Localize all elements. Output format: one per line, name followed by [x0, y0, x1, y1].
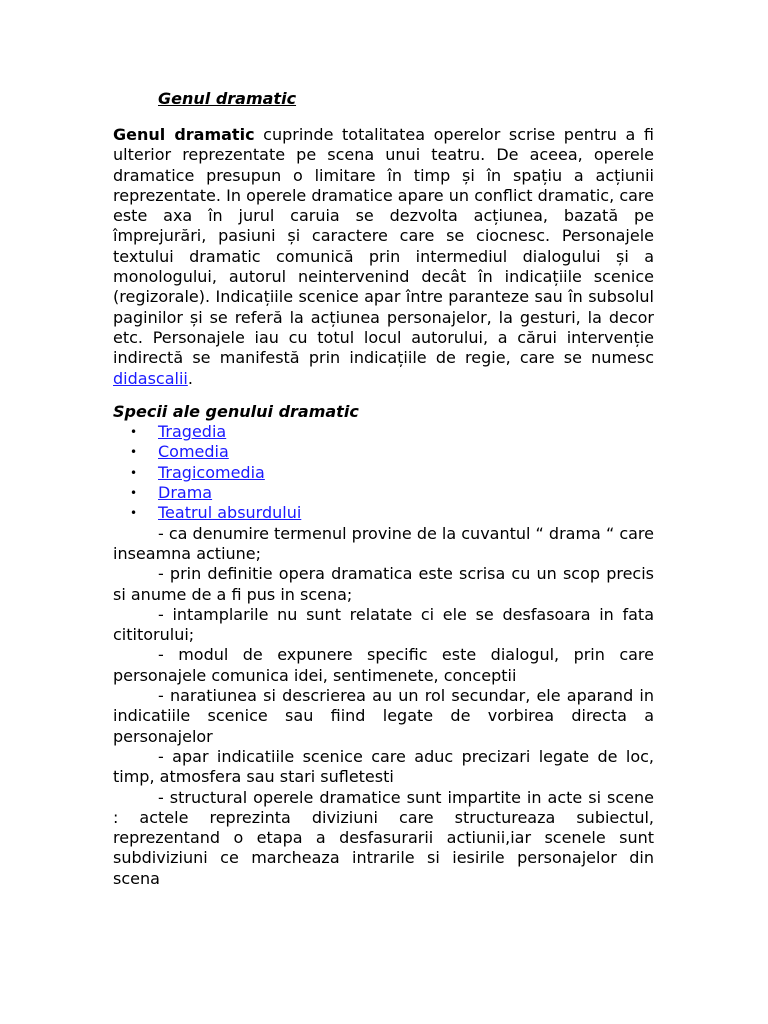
intro-end: . [187, 368, 193, 388]
species-heading: Specii ale genului dramatic [113, 401, 359, 421]
didascalii-link[interactable]: didascalii [113, 368, 188, 388]
species-link-tragicomedia[interactable]: Tragicomedia [158, 462, 265, 482]
list-item [113, 463, 654, 483]
list-item [113, 483, 654, 503]
note-paragraph: - apar indicatiile scenice care aduc precizari legate de loc, timp, atmosfera sau stari sufletesti [113, 746, 654, 787]
species-link-tragedia[interactable]: Tragedia [158, 422, 227, 442]
species-link-drama[interactable]: Drama [158, 483, 213, 503]
note-paragraph: - prin definitie opera dramatica este scrisa cu un scop precis si anume de a fi pus in scena; [113, 564, 654, 604]
species-link-comedia[interactable]: Comedia [158, 442, 229, 462]
note-paragraph: - naratiunea si descrierea au un rol secundar, ele aparand in indicatiile scenice sau fiind legate de vorbirea directa a personajelor [113, 686, 654, 746]
bullet-icon: • [130, 465, 138, 480]
list-item [113, 503, 654, 523]
note-paragraph: - modul de expunere specific este dialogul, prin care personajele comunica idei, sentimenete, conceptii [113, 645, 654, 685]
characteristics-notes [113, 524, 654, 889]
list-item [113, 442, 654, 462]
bullet-icon: • [130, 486, 138, 501]
bullet-icon: • [130, 445, 138, 460]
bullet-icon: • [130, 506, 138, 521]
document-title: Genul dramatic [158, 89, 297, 108]
list-item [113, 422, 654, 442]
intro-paragraph [113, 125, 654, 389]
note-paragraph: - structural operele dramatice sunt impartite in acte si scene : actele reprezinta diviziuni care structureaza subiectul, reprezentand o etapa a desfasurarii actiunii,iar scenele sunt subdiviziuni ce marcheaza intrarile si iesirile personajelor din scena [113, 787, 654, 888]
intro-body: cuprinde totalitatea operelor scrise pentru a fi ulterior reprezentate pe scena unui teatru. De aceea, operele dramatice presupun o limitare în timp și în spațiu a acțiunii reprezentate. In operele dramatice apare un conflict dramatic, care este axa în jurul caruia se dezvolta acțiunea, bazată pe împrejurări, pasiuni și caractere care se ciocnesc. Personajele textului dramatic comunică prin intermediul dialogului și a monologului, autorul neintervenind decât în indicațiile scenice (regizorale). Indicațiile scenice apar între paranteze sau în subsolul paginilor și se referă la acțiunea personajelor, la gesturi, la decor etc. Personajele iau cu totul locul autorului, a cărui intervenție indirectă se manifestă prin indicațiile de regie, care se numesc [113, 125, 655, 368]
species-link-teatrul-absurdului[interactable]: Teatrul absurdului [158, 503, 302, 523]
intro-lead: Genul dramatic [113, 125, 255, 144]
document-page [113, 86, 654, 889]
species-list [113, 422, 654, 523]
note-paragraph: - intamplarile nu sunt relatate ci ele se desfasoara in fata cititorului; [113, 604, 654, 645]
bullet-icon: • [130, 425, 138, 440]
note-paragraph: - ca denumire termenul provine de la cuvantul “ drama “ care inseamna actiune; [113, 523, 654, 563]
